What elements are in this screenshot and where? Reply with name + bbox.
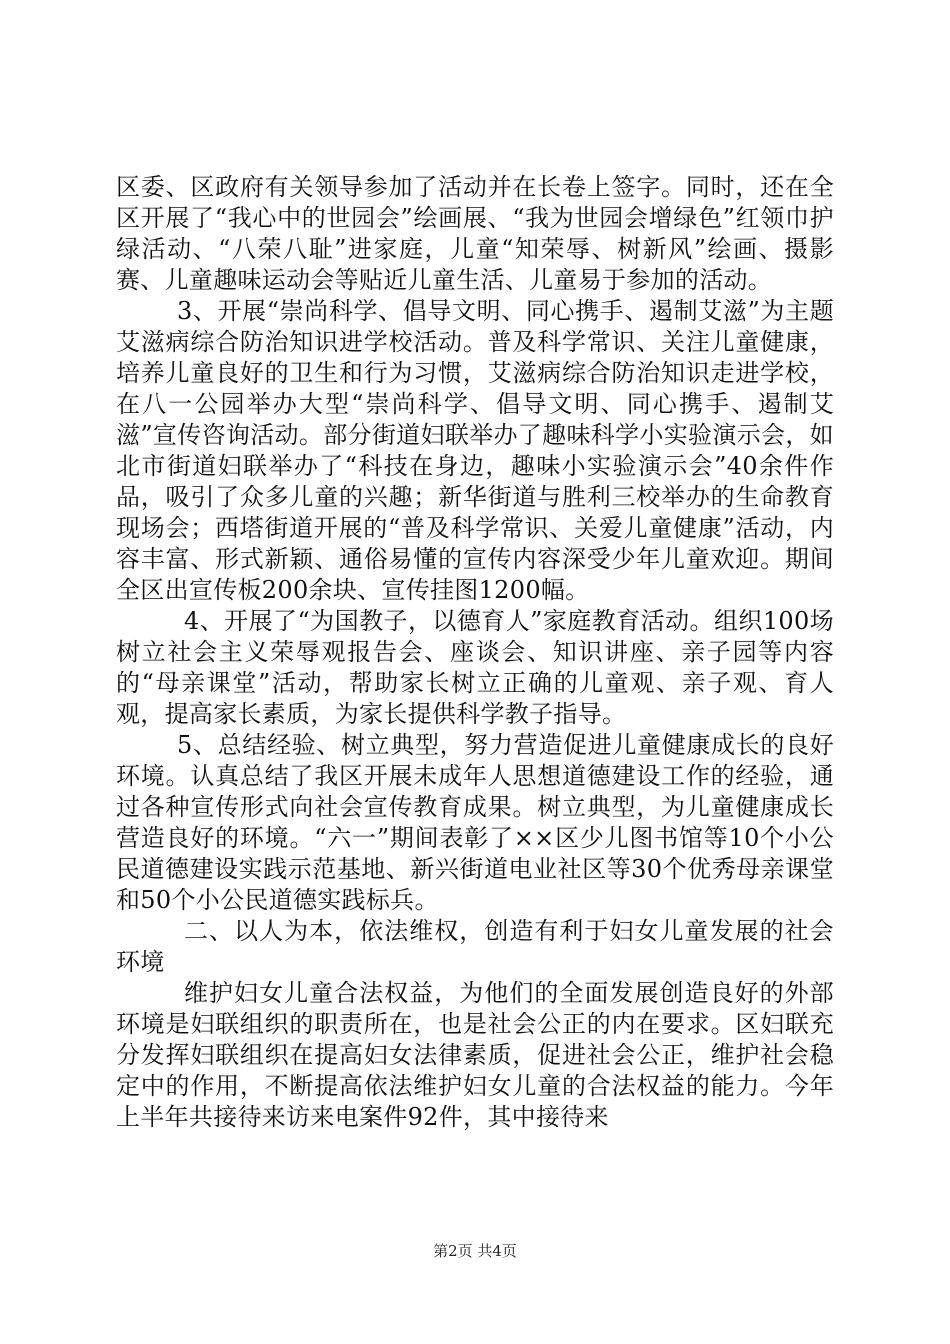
paragraph-item-4: 4、开展了“为国教子，以德育人”家庭教育活动。组织100场树立社会主义荣辱观报告会、座谈会、知识讲座、亲子园等内容的“母亲课堂”活动，帮助家长树立正确的儿童观、亲子观、育人观，提高家长素质，为家长提供科学教子指导。 xyxy=(116,607,834,728)
document-body xyxy=(116,172,834,1133)
paragraph-item-3: 3、开展“崇尚科学、倡导文明、同心携手、遏制艾滋”为主题艾滋病综合防治知识进学校活动。普及科学常识、关注儿童健康，培养儿童良好的卫生和行为习惯，艾滋病综合防治知识走进学校，在八一公园举办大型“崇尚科学、倡导文明、同心携手、遏制艾滋”宣传咨询活动。部分街道妇联举办了趣味科学小实验演示会，如北市街道妇联举办了“科技在身边，趣味小实验演示会”40余件作品，吸引了众多儿童的兴趣；新华街道与胜利三校举办的生命教育现场会；西塔街道开展的“普及科学常识、关爱儿童健康”活动，内容丰富、形式新颖、通俗易懂的宣传内容深受少年儿童欢迎。期间全区出宣传板200余块、宣传挂图1200幅。 xyxy=(116,297,834,604)
section-heading-2: 二、以人为本，依法维权，创造有利于妇女儿童发展的社会环境 xyxy=(116,917,834,976)
paragraph-activities-continued: 区委、区政府有关领导参加了活动并在长卷上签字。同时，还在全区开展了“我心中的世园会”绘画展、“我为世园会增绿色”红领巾护绿活动、“八荣八耻”进家庭，儿童“知荣辱、树新风”绘画、摄影赛、儿童趣味运动会等贴近儿童生活、儿童易于参加的活动。 xyxy=(116,173,834,294)
page-footer: 第2页 共4页 xyxy=(433,1242,517,1260)
paragraph-item-5: 5、总结经验、树立典型，努力营造促进儿童健康成长的良好环境。认真总结了我区开展未成年人思想道德建设工作的经验，通过各种宣传形式向社会宣传教育成果。树立典型，为儿童健康成长营造良好的环境。“六一”期间表彰了××区少儿图书馆等10个小公民道德建设实践示范基地、新兴街道电业社区等30个优秀母亲课堂和50个小公民道德实践标兵。 xyxy=(116,731,834,914)
paragraph-rights-protection: 维护妇女儿童合法权益，为他们的全面发展创造良好的外部环境是妇联组织的职责所在，也是社会公正的内在要求。区妇联充分发挥妇联组织在提高妇女法律素质，促进社会公正，维护社会稳定中的作用，不断提高依法维护妇女儿童的合法权益的能力。今年上半年共接待来访来电案件92件，其中接待来 xyxy=(116,979,834,1131)
